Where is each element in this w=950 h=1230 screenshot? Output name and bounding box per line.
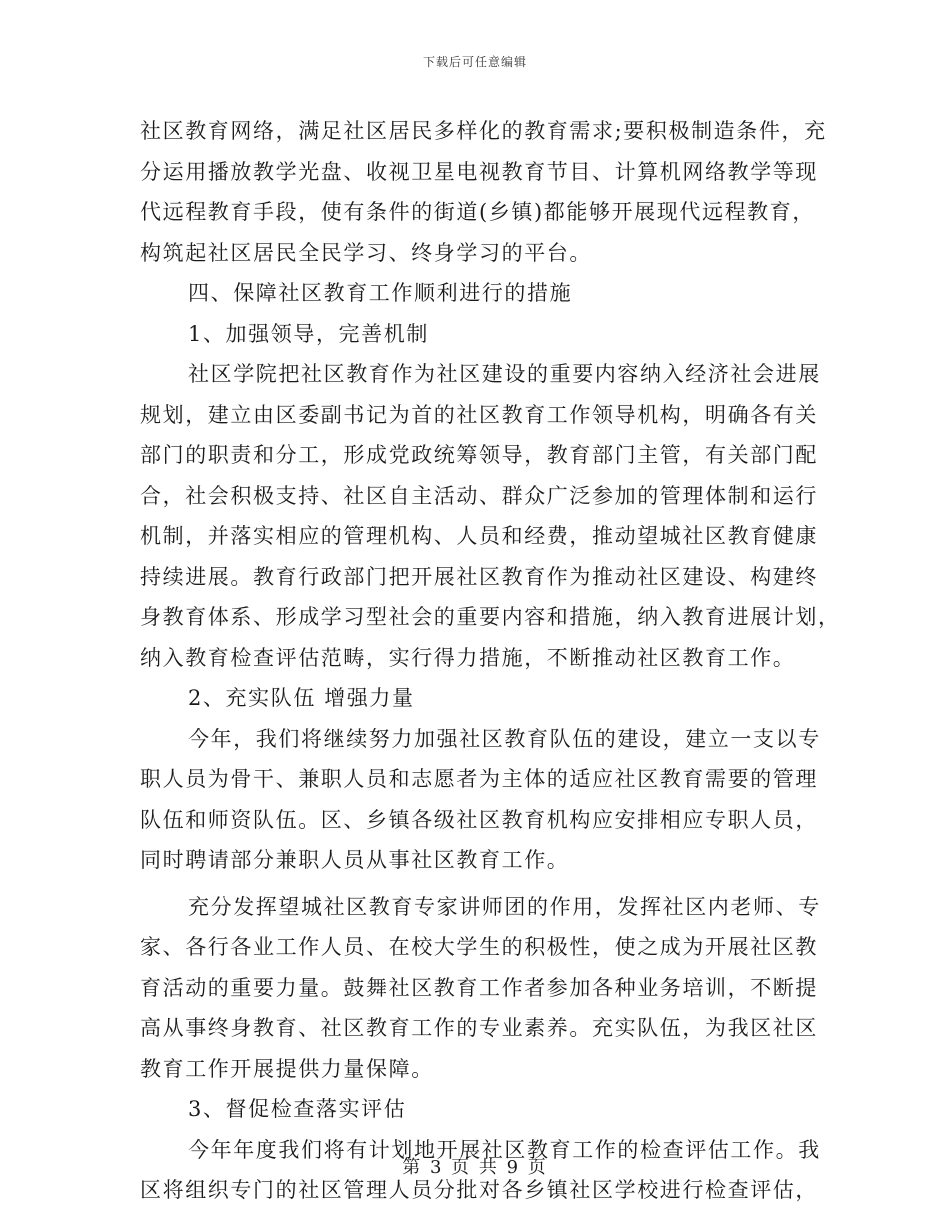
text-line: 社区教育网络，满足社区居民多样化的教育需求;要积极制造条件，充: [140, 119, 827, 143]
text-line: 身教育体系、形成学习型社会的重要内容和措施，纳入教育进展计划，: [140, 605, 841, 629]
subsection-heading: 3、督促检查落实评估: [188, 1097, 407, 1121]
text-line: 持续进展。教育行政部门把开展社区教育作为推动社区建设、构建终: [140, 564, 818, 589]
text-line: 区将组织专门的社区管理人员分批对各乡镇社区学校进行检查评估，: [140, 1178, 818, 1202]
text-line: 充分发挥望城社区教育专家讲师团的作用，发挥社区内老师、专: [188, 894, 821, 919]
text-line: 职人员为骨干、兼职人员和志愿者为主体的适应社区教育需要的管理: [140, 767, 818, 791]
text-line: 今年年度我们将有计划地开展社区教育工作的检查评估工作。我: [188, 1137, 821, 1162]
section-heading: 四、保障社区教育工作顺利进行的措施: [188, 281, 573, 305]
document-body: [140, 111, 841, 1211]
page-number: 第 3 页 共 9 页: [402, 1157, 548, 1178]
text-line: 今年，我们将继续努力加强社区教育队伍的建设，建立一支以专: [188, 726, 821, 751]
text-line: 教育工作开展提供力量保障。: [140, 1056, 434, 1081]
text-line: 育活动的重要力量。鼓舞社区教育工作者参加各种业务培训，不断提: [140, 975, 818, 1000]
text-line: 分运用播放教学光盘、收视卫星电视教育节目、计算机网络教学等现: [140, 159, 818, 184]
text-line: 构筑起社区居民全民学习、终身学习的平台。: [140, 240, 592, 265]
page-header: 下载后可任意编辑: [422, 55, 527, 69]
text-line: 规划，建立由区委副书记为首的社区教育工作领导机构，明确各有关: [140, 402, 818, 427]
subsection-heading: 2、充实队伍 增强力量: [188, 686, 415, 710]
subsection-heading: 1、加强领导，完善机制: [188, 321, 429, 346]
text-line: 队伍和师资队伍。区、乡镇各级社区教育机构应安排相应专职人员，: [140, 807, 818, 832]
text-line: 纳入教育检查评估范畴，实行得力措施，不断推动社区教育工作。: [140, 645, 796, 670]
text-line: 高从事终身教育、社区教育工作的专业素养。充实队伍，为我区社区: [140, 1016, 818, 1040]
text-line: 社区学院把社区教育作为社区建设的重要内容纳入经济社会进展: [188, 362, 821, 386]
text-line: 机制，并落实相应的管理机构、人员和经费，推动望城社区教育健康: [140, 524, 818, 548]
text-line: 家、各行各业工作人员、在校大学生的积极性，使之成为开展社区教: [140, 935, 818, 959]
text-line: 部门的职责和分工，形成党政统筹领导，教育部门主管，有关部门配: [140, 443, 818, 467]
text-line: 同时聘请部分兼职人员从事社区教育工作。: [140, 848, 570, 872]
text-line: 合，社会积极支持、社区自主活动、群众广泛参加的管理体制和运行: [140, 483, 818, 508]
text-line: 代远程教育手段，使有条件的街道(乡镇)都能够开展现代远程教育，: [140, 200, 815, 224]
